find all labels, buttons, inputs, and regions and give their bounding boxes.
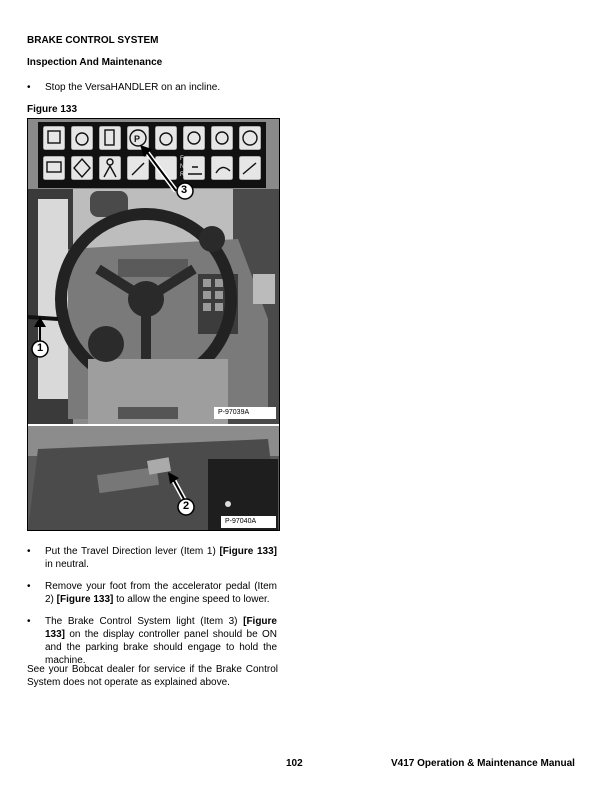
bullet-brake-light (27, 615, 287, 666)
manual-title: V417 Operation & Maintenance Manual (391, 758, 575, 769)
figure-reference: [Figure 133] (45, 616, 277, 640)
panel-letter-f: F (180, 156, 184, 162)
callout-2-label: 2 (183, 500, 190, 512)
bullet-text: on the display controller panel should be ON and the parking brake should engage to hold the machine. (45, 629, 277, 666)
bullet-accelerator (27, 580, 287, 606)
subsection-heading: Inspection And Maintenance (27, 57, 163, 68)
bullet-marker: • (27, 616, 31, 627)
figure-reference: [Figure 133] (56, 594, 114, 605)
bullet-text: The Brake Control System light (Item 3) (45, 616, 244, 627)
page-number: 102 (286, 758, 303, 769)
bullet-text: Put the Travel Direction lever (Item 1) (45, 546, 220, 557)
figure-reference: [Figure 133] (219, 546, 277, 557)
callout-3-label: 3 (181, 184, 188, 196)
bullet-marker: • (27, 82, 31, 93)
bullet-marker: • (27, 581, 31, 592)
callout-1-label: 1 (37, 342, 44, 354)
bullet-travel-lever (27, 545, 287, 571)
figure-133 (27, 118, 280, 531)
photo-id-bottom: P-97040A (225, 518, 257, 525)
panel-letter-r: R (180, 172, 185, 178)
bullet-text: Stop the VersaHANDLER on an incline. (45, 82, 221, 93)
panel-letter-n: N (180, 164, 185, 170)
closing-paragraph: See your Bobcat dealer for service if the Brake Control System does not operate as explained above. (27, 664, 278, 688)
bullet-marker: • (27, 546, 31, 557)
figure-label: Figure 133 (27, 104, 78, 115)
section-heading: BRAKE CONTROL SYSTEM (27, 35, 159, 46)
bullet-text: Remove your foot from the accelerator pedal (Item 2) (45, 581, 277, 605)
bullet-text: in neutral. (45, 559, 89, 570)
bullet-text: to allow the engine speed to lower. (113, 594, 270, 605)
svg-text:P: P (134, 134, 141, 144)
bullet-stop-incline (27, 81, 287, 94)
photo-id-top: P-97039A (218, 409, 250, 416)
figure-photo-composite (28, 119, 279, 530)
